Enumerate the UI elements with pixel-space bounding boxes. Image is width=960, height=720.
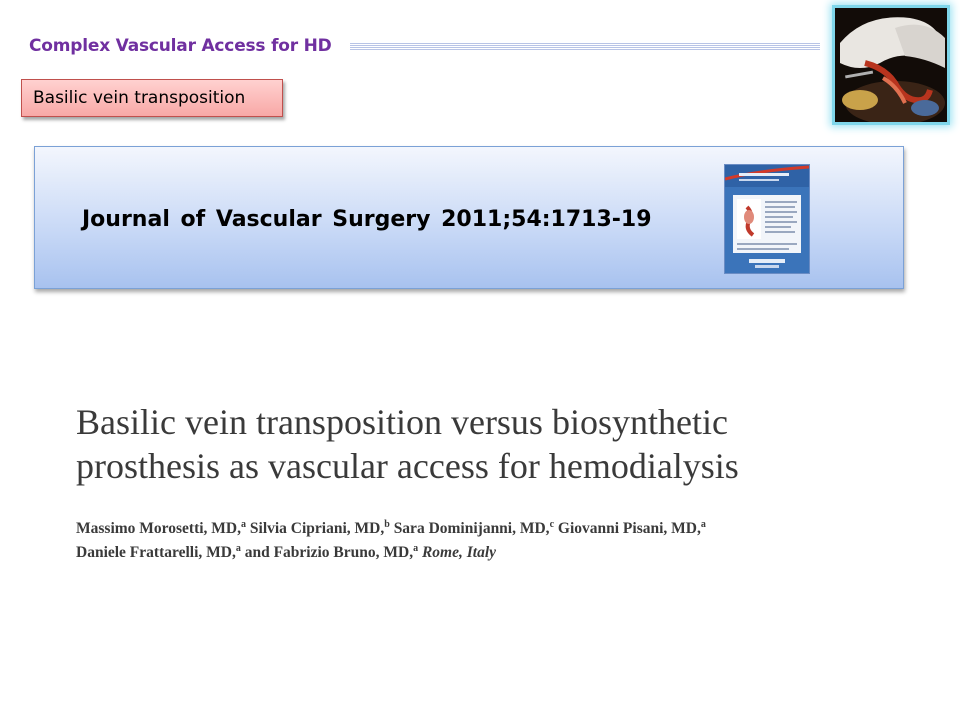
authors-line-1 <box>76 517 916 541</box>
journal-citation: Journal of Vascular Surgery 2011;54:1713-19 <box>82 207 652 232</box>
header-rule <box>350 43 820 51</box>
author-name: Massimo Morosetti, MD, <box>76 520 242 537</box>
author-location: Rome, Italy <box>421 544 497 561</box>
article-authors <box>76 517 916 565</box>
author-affiliation: a <box>235 542 241 554</box>
authors-line-2 <box>76 541 916 565</box>
author-name: Fabrizio Bruno, MD, <box>273 544 414 561</box>
surgical-photo-icon <box>832 5 950 125</box>
author-name: Sara Dominijanni, MD, <box>393 520 550 537</box>
author-affiliation: a <box>413 542 419 554</box>
header-title: Complex Vascular Access for HD <box>29 36 332 56</box>
article-title-line: prosthesis as vascular access for hemodialysis <box>76 446 739 486</box>
author-affiliation: c <box>549 518 555 530</box>
article-title-line: Basilic vein transposition versus biosynthetic <box>76 402 728 442</box>
authors-conjunction: and <box>244 544 270 561</box>
author-name: Daniele Frattarelli, MD, <box>76 544 236 561</box>
article-title <box>76 400 906 488</box>
author-name: Giovanni Pisani, MD, <box>557 520 701 537</box>
journal-cover-icon <box>724 164 810 274</box>
author-affiliation: a <box>241 518 247 530</box>
journal-box <box>34 146 904 289</box>
author-affiliation: b <box>384 518 390 530</box>
author-affiliation: a <box>700 518 706 530</box>
section-label: Basilic vein transposition <box>21 79 283 117</box>
author-name: Silvia Cipriani, MD, <box>249 520 385 537</box>
